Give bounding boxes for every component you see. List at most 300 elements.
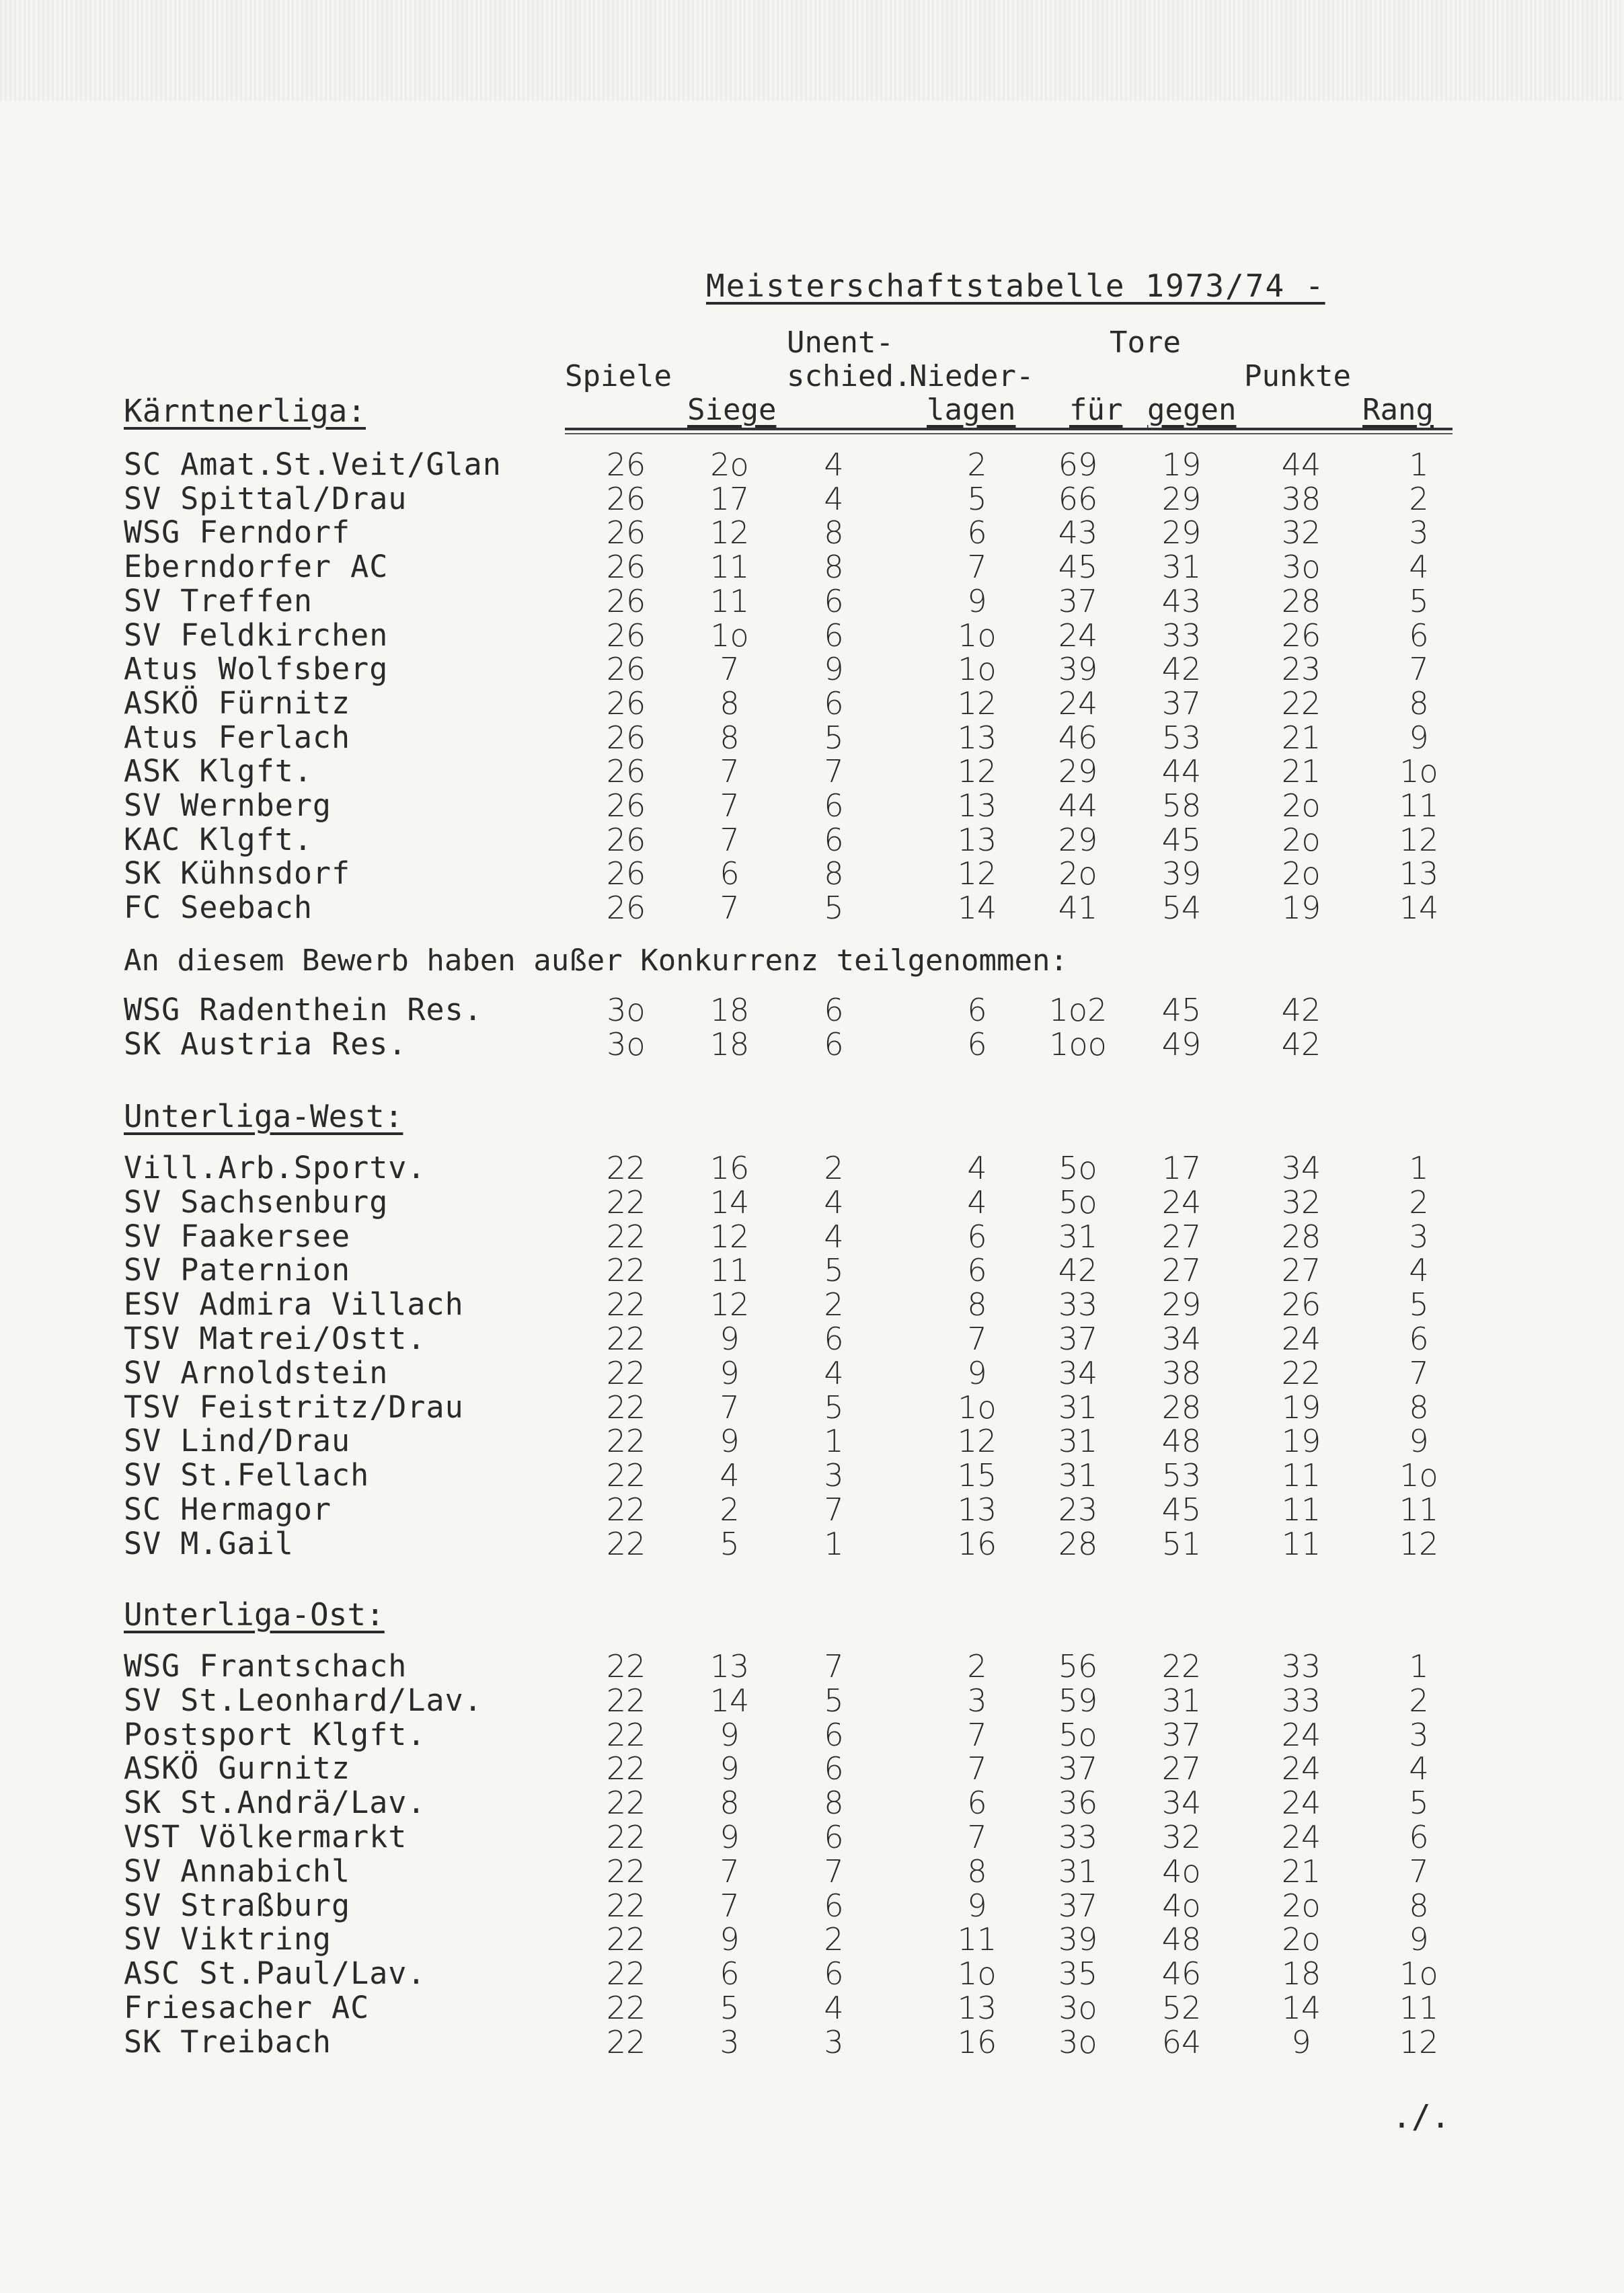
cell-unent: 6: [824, 992, 844, 1028]
team-name: SV Treffen: [124, 582, 313, 619]
cell-punkte: 19: [1281, 890, 1321, 927]
cell-spiele: 26: [606, 685, 646, 722]
cell-gegen: 31: [1161, 1682, 1202, 1719]
cell-siege: 8: [720, 685, 740, 722]
cell-fuer: 43: [1058, 514, 1098, 551]
team-name: SV Feldkirchen: [124, 617, 389, 653]
cell-unent: 7: [824, 1853, 844, 1890]
cell-spiele: 22: [606, 1423, 646, 1460]
cell-fuer: 3o: [1058, 2023, 1097, 2060]
cell-gegen: 49: [1161, 1026, 1202, 1062]
cell-nieder: 9: [967, 1354, 987, 1391]
cell-fuer: 31: [1058, 1218, 1098, 1255]
cell-unent: 6: [824, 685, 844, 722]
cell-rang: 11: [1399, 787, 1439, 824]
page-title: Meisterschaftstabelle 1973/74 -: [706, 268, 1325, 304]
cell-punkte: 11: [1281, 1457, 1321, 1494]
cell-fuer: 28: [1058, 1525, 1098, 1562]
cell-rang: 12: [1399, 2023, 1439, 2060]
cell-punkte: 2o: [1282, 855, 1321, 892]
cell-punkte: 14: [1281, 1990, 1321, 2026]
table-row: [0, 992, 1624, 1028]
cell-fuer: 39: [1058, 651, 1098, 688]
table-row: [0, 890, 1624, 927]
cell-siege: 3: [720, 2023, 740, 2060]
cell-unent: 6: [824, 1716, 844, 1753]
cell-spiele: 22: [606, 1252, 646, 1289]
table-row: [0, 719, 1624, 756]
team-name: SK St.Andrä/Lav.: [124, 1785, 426, 1821]
cell-siege: 5: [720, 1990, 740, 2026]
team-name: SV Viktring: [124, 1921, 332, 1957]
cell-siege: 11: [709, 582, 750, 619]
team-name: SC Hermagor: [124, 1491, 332, 1527]
cell-gegen: 22: [1161, 1648, 1202, 1684]
cell-nieder: 13: [957, 719, 997, 756]
table-row: [0, 1990, 1624, 2026]
header-nieder: Nieder-: [909, 359, 1034, 393]
header-schied: schied.: [787, 359, 912, 393]
cell-unent: 4: [824, 446, 844, 483]
cell-siege: 18: [709, 1026, 750, 1062]
team-name: SV Straßburg: [124, 1887, 351, 1923]
table-row: [0, 1389, 1624, 1426]
header-siege: Siege: [687, 393, 777, 427]
cell-rang: 5: [1409, 1785, 1429, 1822]
cell-siege: 4: [720, 1457, 740, 1494]
cell-fuer: 56: [1058, 1648, 1098, 1684]
table-row: [0, 480, 1624, 517]
cell-punkte: 28: [1281, 1218, 1321, 1255]
cell-nieder: 15: [957, 1457, 997, 1494]
cell-fuer: 31: [1058, 1389, 1098, 1426]
cell-fuer: 59: [1058, 1682, 1098, 1719]
cell-siege: 7: [720, 753, 740, 790]
cell-siege: 11: [709, 1252, 750, 1289]
cell-gegen: 19: [1161, 446, 1202, 483]
cell-nieder: 12: [957, 855, 997, 892]
cell-gegen: 53: [1161, 719, 1202, 756]
cell-fuer: 36: [1058, 1785, 1098, 1822]
cell-rang: 4: [1409, 1252, 1429, 1289]
cell-spiele: 22: [606, 1286, 646, 1323]
cell-spiele: 26: [606, 855, 646, 892]
cell-spiele: 22: [606, 1819, 646, 1855]
cell-fuer: 46: [1058, 719, 1098, 756]
cell-fuer: 37: [1058, 1750, 1098, 1787]
table-row: [0, 1853, 1624, 1890]
cell-unent: 6: [824, 1321, 844, 1357]
team-name: WSG Ferndorf: [124, 514, 351, 551]
cell-punkte: 22: [1281, 685, 1321, 722]
table-row: [0, 1321, 1624, 1357]
cell-unent: 2: [824, 1286, 844, 1323]
team-name: SK Treibach: [124, 2023, 332, 2060]
cell-unent: 1: [824, 1525, 844, 1562]
cell-fuer: 31: [1058, 1457, 1098, 1494]
cell-fuer: 33: [1058, 1819, 1098, 1855]
cell-gegen: 28: [1161, 1389, 1202, 1426]
cell-spiele: 22: [606, 1990, 646, 2026]
cell-fuer: 5o: [1058, 1150, 1097, 1186]
cell-spiele: 3o: [607, 992, 646, 1028]
cell-rang: 13: [1399, 855, 1439, 892]
cell-spiele: 22: [606, 1648, 646, 1684]
cell-unent: 4: [824, 1990, 844, 2026]
cell-unent: 5: [824, 890, 844, 927]
cell-fuer: 45: [1058, 549, 1098, 586]
cell-unent: 8: [824, 1785, 844, 1822]
cell-rang: 12: [1399, 821, 1439, 858]
cell-spiele: 26: [606, 821, 646, 858]
cell-nieder: 13: [957, 787, 997, 824]
table-row: [0, 1921, 1624, 1958]
team-name: VST Völkermarkt: [124, 1819, 408, 1855]
cell-gegen: 64: [1161, 2023, 1202, 2060]
cell-fuer: 24: [1058, 685, 1098, 722]
cell-spiele: 22: [606, 1525, 646, 1562]
cell-gegen: 44: [1161, 753, 1202, 790]
cell-siege: 11: [709, 549, 750, 586]
cell-unent: 6: [824, 1955, 844, 1992]
table-row: [0, 1648, 1624, 1682]
cell-rang: 14: [1399, 890, 1439, 927]
cell-rang: 7: [1409, 651, 1429, 688]
cell-gegen: 52: [1161, 1990, 1202, 2026]
cell-nieder: 6: [967, 1252, 987, 1289]
cell-gegen: 37: [1161, 1716, 1202, 1753]
cell-unent: 6: [824, 582, 844, 619]
cell-rang: 9: [1409, 719, 1429, 756]
cell-gegen: 32: [1161, 1819, 1202, 1855]
cell-rang: 1: [1409, 446, 1429, 483]
team-name: SC Amat.St.Veit/Glan: [124, 446, 502, 482]
cell-nieder: 14: [957, 890, 997, 927]
cell-nieder: 11: [957, 1921, 997, 1958]
cell-rang: 2: [1409, 480, 1429, 517]
cell-siege: 9: [720, 1819, 740, 1855]
cell-spiele: 26: [606, 514, 646, 551]
team-name: ASC St.Paul/Lav.: [124, 1955, 426, 1992]
cell-fuer: 35: [1058, 1955, 1098, 1992]
team-name: SV Paternion: [124, 1252, 351, 1288]
cell-rang: 3: [1409, 1716, 1429, 1753]
table-row: [0, 1785, 1624, 1822]
cell-gegen: 51: [1161, 1525, 1202, 1562]
team-name: Eberndorfer AC: [124, 549, 389, 585]
cell-unent: 4: [824, 1218, 844, 1255]
cell-rang: 3: [1409, 514, 1429, 551]
table-row: [0, 1218, 1624, 1255]
team-name: SK Kühnsdorf: [124, 855, 351, 892]
cell-nieder: 8: [967, 1853, 987, 1890]
cell-rang: 2: [1409, 1183, 1429, 1220]
cell-spiele: 26: [606, 549, 646, 586]
cell-unent: 5: [824, 1252, 844, 1289]
table-row: [0, 1184, 1624, 1218]
cell-nieder: 12: [957, 685, 997, 722]
cell-unent: 6: [824, 617, 844, 654]
team-name: TSV Feistritz/Drau: [124, 1389, 464, 1425]
cell-rang: 1o: [1399, 753, 1438, 790]
cell-fuer: 37: [1058, 1321, 1098, 1357]
cell-rang: 9: [1409, 1423, 1429, 1460]
cell-gegen: 38: [1161, 1354, 1202, 1391]
cell-unent: 1: [824, 1423, 844, 1460]
team-name: Postsport Klgft.: [124, 1716, 426, 1752]
table-row: [0, 1819, 1624, 1853]
cell-unent: 6: [824, 821, 844, 858]
cell-fuer: 29: [1058, 753, 1098, 790]
league-title-unterliga-west: Unterliga-West:: [124, 1098, 403, 1134]
table-row: [0, 821, 1624, 858]
cell-punkte: 2o: [1282, 1921, 1321, 1958]
cell-rang: 9: [1409, 1921, 1429, 1958]
cell-nieder: 16: [957, 1525, 997, 1562]
cell-spiele: 22: [606, 1750, 646, 1787]
cell-unent: 7: [824, 1648, 844, 1684]
cell-punkte: 3o: [1282, 549, 1321, 586]
table-row: [0, 1150, 1624, 1186]
cell-unent: 6: [824, 1887, 844, 1924]
cell-unent: 6: [824, 1026, 844, 1062]
cell-nieder: 1o: [958, 617, 997, 654]
header-unent: Unent-: [787, 325, 894, 360]
cell-rang: 5: [1409, 582, 1429, 619]
table-row: [0, 1026, 1624, 1060]
cell-fuer: 41: [1058, 890, 1098, 927]
cell-punkte: 32: [1281, 1183, 1321, 1220]
cell-spiele: 22: [606, 1955, 646, 1992]
cell-punkte: 19: [1281, 1423, 1321, 1460]
header-rule: [565, 428, 1453, 430]
team-name: FC Seebach: [124, 890, 313, 926]
cell-fuer: 31: [1058, 1853, 1098, 1890]
cell-fuer: 44: [1058, 787, 1098, 824]
cell-punkte: 27: [1281, 1252, 1321, 1289]
cell-spiele: 22: [606, 1716, 646, 1753]
table-row: [0, 787, 1624, 824]
team-name: Atus Ferlach: [124, 719, 351, 755]
cell-gegen: 27: [1161, 1252, 1202, 1289]
cell-spiele: 26: [606, 651, 646, 688]
cell-gegen: 46: [1161, 1955, 1202, 1992]
team-name: WSG Radenthein Res.: [124, 992, 483, 1027]
note-ausser-konkurrenz: An diesem Bewerb haben außer Konkurrenz teilgenommen:: [124, 943, 1068, 978]
cell-nieder: 12: [957, 1423, 997, 1460]
team-name: ASKÖ Gurnitz: [124, 1750, 351, 1787]
cell-unent: 2: [824, 1150, 844, 1186]
table-row: [0, 1750, 1624, 1787]
cell-punkte: 32: [1281, 514, 1321, 551]
cell-siege: 9: [720, 1716, 740, 1753]
table-row: [0, 514, 1624, 551]
cell-punkte: 11: [1281, 1491, 1321, 1528]
cell-fuer: 2o: [1058, 855, 1097, 892]
cell-nieder: 1o: [958, 1389, 997, 1426]
cell-rang: 6: [1409, 1819, 1429, 1855]
cell-gegen: 17: [1161, 1150, 1202, 1186]
table-row: [0, 1887, 1624, 1924]
cell-spiele: 26: [606, 480, 646, 517]
cell-siege: 18: [709, 992, 750, 1028]
cell-unent: 6: [824, 787, 844, 824]
cell-gegen: 31: [1161, 549, 1202, 586]
cell-unent: 4: [824, 1354, 844, 1391]
league-title-unterliga-ost: Unterliga-Ost:: [124, 1596, 385, 1633]
cell-nieder: 5: [967, 480, 987, 517]
cell-punkte: 18: [1281, 1955, 1321, 1992]
cell-rang: 4: [1409, 1750, 1429, 1787]
table-row: [0, 1525, 1624, 1562]
team-name: SV Faakersee: [124, 1218, 351, 1254]
cell-spiele: 22: [606, 1354, 646, 1391]
cell-unent: 5: [824, 1389, 844, 1426]
cell-nieder: 12: [957, 753, 997, 790]
cell-rang: 8: [1409, 1887, 1429, 1924]
cell-siege: 9: [720, 1423, 740, 1460]
cell-rang: 12: [1399, 1525, 1439, 1562]
cell-spiele: 26: [606, 787, 646, 824]
header-punkte: Punkte: [1244, 359, 1351, 393]
cell-punkte: 24: [1281, 1750, 1321, 1787]
team-name: KAC Klgft.: [124, 821, 313, 857]
cell-gegen: 33: [1161, 617, 1202, 654]
cell-nieder: 9: [967, 1887, 987, 1924]
cell-rang: 1: [1409, 1648, 1429, 1684]
cell-spiele: 22: [606, 1921, 646, 1958]
cell-siege: 2o: [710, 446, 749, 483]
table-row: [0, 1252, 1624, 1289]
cell-siege: 9: [720, 1321, 740, 1357]
cell-siege: 7: [720, 787, 740, 824]
cell-spiele: 22: [606, 1150, 646, 1186]
cell-fuer: 3o: [1058, 1990, 1097, 2026]
cell-nieder: 7: [967, 1716, 987, 1753]
cell-fuer: 29: [1058, 821, 1098, 858]
cell-fuer: 5o: [1058, 1716, 1097, 1753]
cell-unent: 4: [824, 480, 844, 517]
cell-spiele: 22: [606, 1321, 646, 1357]
cell-nieder: 4: [967, 1183, 987, 1220]
cell-punkte: 2o: [1282, 821, 1321, 858]
cell-gegen: 45: [1161, 821, 1202, 858]
cell-spiele: 22: [606, 1491, 646, 1528]
cell-siege: 6: [720, 855, 740, 892]
cell-punkte: 24: [1281, 1716, 1321, 1753]
cell-gegen: 48: [1161, 1423, 1202, 1460]
team-name: SV M.Gail: [124, 1525, 294, 1561]
cell-nieder: 6: [967, 1026, 987, 1062]
cell-nieder: 4: [967, 1150, 987, 1186]
cell-spiele: 26: [606, 890, 646, 927]
cell-punkte: 24: [1281, 1819, 1321, 1855]
cell-nieder: 6: [967, 1785, 987, 1822]
team-name: WSG Frantschach: [124, 1648, 408, 1684]
cell-unent: 3: [824, 1457, 844, 1494]
cell-spiele: 22: [606, 1183, 646, 1220]
cell-siege: 5: [720, 1525, 740, 1562]
cell-punkte: 11: [1281, 1525, 1321, 1562]
cell-rang: 8: [1409, 685, 1429, 722]
cell-siege: 7: [720, 651, 740, 688]
table-row: [0, 549, 1624, 586]
cell-spiele: 22: [606, 1457, 646, 1494]
team-name: SV Lind/Drau: [124, 1423, 351, 1459]
table-row: [0, 617, 1624, 654]
cell-nieder: 13: [957, 821, 997, 858]
cell-punkte: 38: [1281, 480, 1321, 517]
cell-gegen: 42: [1161, 651, 1202, 688]
team-name: ASKÖ Fürnitz: [124, 685, 351, 721]
cell-gegen: 54: [1161, 890, 1202, 927]
team-name: SV Wernberg: [124, 787, 332, 823]
cell-punkte: 21: [1281, 753, 1321, 790]
table-row: [0, 685, 1624, 722]
cell-siege: 7: [720, 890, 740, 927]
cell-nieder: 2: [967, 446, 987, 483]
cell-siege: 12: [709, 514, 750, 551]
table-row: [0, 753, 1624, 790]
cell-gegen: 45: [1161, 1491, 1202, 1528]
cell-nieder: 13: [957, 1990, 997, 2026]
cell-gegen: 34: [1161, 1785, 1202, 1822]
cell-nieder: 9: [967, 582, 987, 619]
cell-nieder: 1o: [958, 1955, 997, 1992]
cell-siege: 8: [720, 1785, 740, 1822]
cell-nieder: 13: [957, 1491, 997, 1528]
cell-gegen: 45: [1161, 992, 1202, 1028]
cell-rang: 7: [1409, 1853, 1429, 1890]
cell-punkte: 26: [1281, 1286, 1321, 1323]
cell-fuer: 37: [1058, 1887, 1098, 1924]
cell-siege: 2: [720, 1491, 740, 1528]
cell-fuer: 31: [1058, 1423, 1098, 1460]
cell-unent: 6: [824, 1750, 844, 1787]
cell-punkte: 23: [1281, 651, 1321, 688]
cell-punkte: 24: [1281, 1785, 1321, 1822]
cell-siege: 17: [709, 480, 750, 517]
table-row: [0, 1286, 1624, 1323]
cell-punkte: 26: [1281, 617, 1321, 654]
cell-fuer: 33: [1058, 1286, 1098, 1323]
table-row: [0, 1682, 1624, 1719]
cell-fuer: 42: [1058, 1252, 1098, 1289]
cell-siege: 16: [709, 1150, 750, 1186]
team-name: SV Sachsenburg: [124, 1183, 389, 1220]
table-row: [0, 1355, 1624, 1389]
header-fuer: für: [1069, 393, 1123, 427]
cell-spiele: 22: [606, 2023, 646, 2060]
cell-punkte: 44: [1281, 446, 1321, 483]
table-row: [0, 1716, 1624, 1753]
cell-rang: 5: [1409, 1286, 1429, 1323]
cell-siege: 7: [720, 821, 740, 858]
cell-gegen: 24: [1161, 1183, 1202, 1220]
cell-spiele: 26: [606, 753, 646, 790]
team-name: SV Annabichl: [124, 1853, 351, 1889]
cell-spiele: 26: [606, 446, 646, 483]
team-name: Atus Wolfsberg: [124, 651, 389, 687]
team-name: TSV Matrei/Ostt.: [124, 1321, 426, 1356]
cell-punkte: 33: [1281, 1648, 1321, 1684]
cell-spiele: 26: [606, 719, 646, 756]
cell-punkte: 9: [1291, 2023, 1311, 2060]
cell-unent: 2: [824, 1921, 844, 1958]
cell-spiele: 22: [606, 1853, 646, 1890]
cell-nieder: 3: [967, 1682, 987, 1719]
team-name: ASK Klgft.: [124, 753, 313, 789]
